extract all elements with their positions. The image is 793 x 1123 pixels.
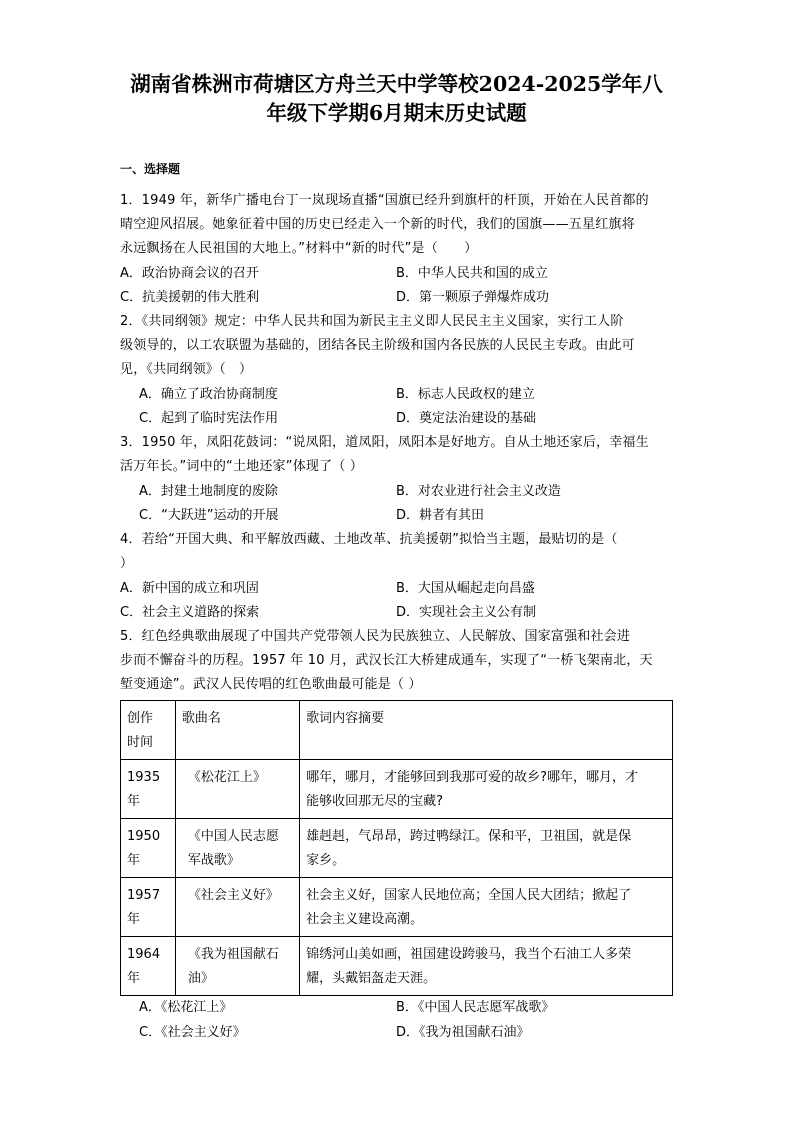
q5-option-b[interactable]: B．《中国人民志愿军战歌》 [396, 1000, 555, 1015]
q1-option-a[interactable]: A．政治协商会议的召开 [120, 266, 259, 281]
cell-lyrics: 哪年，哪月，才能够回到我那可爱的故乡?哪年，哪月，才 能够收回那无尽的宝藏? [300, 760, 673, 819]
header-cell-lyrics: 歌词内容摘要 [300, 701, 673, 760]
q5-option-d[interactable]: D．《我为祖国献石油》 [396, 1025, 530, 1040]
q2-option-c[interactable]: C．起到了临时宪法作用 [139, 411, 279, 426]
q4-option-c[interactable]: C．社会主义道路的探索 [120, 605, 260, 620]
question-5-text: 步而不懈奋斗的历程。1957 年 10 月，武汉长江大桥建成通车，实现了“一桥飞架南北，天 [120, 653, 653, 668]
question-4-text: 4．若给“开国大典、和平解放西藏、土地改革、抗美援朝”拟恰当主题，最贴切的是（ [120, 532, 618, 547]
section-heading: 一、选择题 [120, 162, 181, 176]
question-1-text: 晴空迎风招展。她象征着中国的历史已经走入一个新的时代，我们的国旗——五星红旗将 [120, 217, 635, 232]
question-1-text: 1．1949 年，新华广播电台丁一岚现场直播“国旗已经升到旗杆的杆顶，开始在人民首都的 [120, 193, 649, 208]
q4-option-d[interactable]: D．实现社会主义公有制 [396, 605, 537, 620]
q1-option-b[interactable]: B．中华人民共和国的成立 [396, 266, 548, 281]
cell-year: 1935 年 [121, 760, 176, 819]
question-3-text: 活万年长。”词中的“土地还家”体现了（ ） [120, 459, 364, 474]
cell-song: 《我为祖国献石 油》 [175, 937, 299, 996]
q3-option-a[interactable]: A．封建土地制度的废除 [139, 484, 278, 499]
header-cell-song: 歌曲名 [175, 701, 299, 760]
songs-table [120, 700, 673, 996]
table-row [121, 878, 673, 937]
cell-year: 1957 年 [121, 878, 176, 937]
table-row [121, 937, 673, 996]
header-cell-year [121, 701, 176, 760]
q4-option-a[interactable]: A．新中国的成立和巩固 [120, 581, 259, 596]
q1-option-d[interactable]: D．第一颗原子弹爆炸成功 [396, 290, 550, 305]
q5-option-c[interactable]: C．《社会主义好》 [139, 1025, 246, 1040]
cell-song: 《松花江上》 [175, 760, 299, 819]
question-2-text: 见，《共同纲领》（ ） [120, 362, 253, 377]
cell-song: 《社会主义好》 [175, 878, 299, 937]
cell-song: 《中国人民志愿 军战歌》 [175, 819, 299, 878]
cell-lyrics: 社会主义好，国家人民地位高；全国人民大团结；掀起了 社会主义建设高潮。 [300, 878, 673, 937]
question-3-text: 3．1950 年，凤阳花鼓词：“说凤阳，道凤阳，凤阳本是好地方。自从土地还家后，幸福生 [120, 435, 649, 450]
cell-year: 1964 年 [121, 937, 176, 996]
q1-option-c[interactable]: C．抗美援朝的伟大胜利 [120, 290, 260, 305]
q2-option-b[interactable]: B．标志人民政权的建立 [396, 387, 535, 402]
table-row [121, 760, 673, 819]
exam-title-line2: 年级下学期6月期末历史试题 [266, 101, 527, 125]
cell-lyrics: 锦绣河山美如画，祖国建设跨骏马，我当个石油工人多荣 耀，头戴铝盔走天涯。 [300, 937, 673, 996]
question-2-text: 级领导的，以工农联盟为基础的，团结各民主阶级和国内各民族的人民民主专政。由此可 [120, 338, 635, 353]
cell-year: 1950 年 [121, 819, 176, 878]
question-5-text: 5．红色经典歌曲展现了中国共产党带领人民为民族独立、人民解放、国家富强和社会进 [120, 629, 631, 644]
q2-option-d[interactable]: D．奠定法治建设的基础 [396, 411, 537, 426]
q2-option-a[interactable]: A．确立了政治协商制度 [139, 387, 278, 402]
q4-option-b[interactable]: B．大国从崛起走向昌盛 [396, 581, 535, 596]
question-1-text: 永远飘扬在人民祖国的大地上。”材料中“新的时代”是（ ） [120, 241, 478, 256]
q5-option-a[interactable]: A．《松花江上》 [139, 1000, 233, 1015]
question-2-text: 2．《共同纲领》规定：中华人民共和国为新民主主义即人民民主主义国家，实行工人阶 [120, 314, 624, 329]
question-5-text: 堑变通途”。武汉人民传唱的红色歌曲最可能是（ ） [120, 677, 422, 692]
q3-option-b[interactable]: B．对农业进行社会主义改造 [396, 484, 561, 499]
header-year-line2: 时间 [127, 735, 154, 750]
cell-lyrics: 雄赳赳，气昂昂，跨过鸭绿江。保和平，卫祖国，就是保 家乡。 [300, 819, 673, 878]
table-row [121, 819, 673, 878]
table-header-row [121, 701, 673, 760]
q3-option-d[interactable]: D．耕者有其田 [396, 508, 485, 523]
exam-title-line1: 湖南省株洲市荷塘区方舟兰天中学等校2024-2025学年八 [130, 72, 663, 96]
question-4-text: ） [120, 556, 134, 571]
header-year-line1: 创作 [127, 711, 154, 726]
q3-option-c[interactable]: C．“大跃进”运动的开展 [139, 508, 279, 523]
